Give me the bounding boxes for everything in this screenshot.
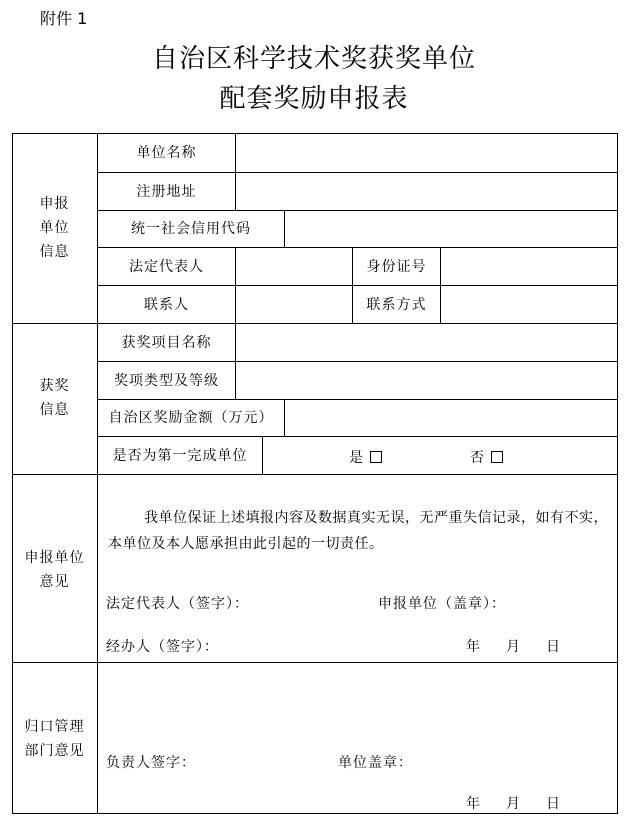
- section-heading-opinion: 申报单位 意见: [24, 550, 85, 590]
- dept-date-day: 日: [546, 796, 561, 812]
- opinion-date-month: 月: [506, 639, 521, 655]
- label-legal-rep: 法定代表人: [129, 258, 204, 275]
- label-unit-name: 单位名称: [136, 145, 197, 161]
- page-title-line1: 自治区科学技术奖获奖单位: [151, 44, 476, 74]
- contact-field[interactable]: [236, 286, 352, 323]
- yes-option[interactable]: [349, 447, 382, 467]
- award-type-field[interactable]: [236, 362, 617, 399]
- section-heading-award: 获奖 信息: [39, 378, 70, 418]
- section-heading-applicant: 申报 单位 信息: [39, 196, 70, 260]
- contact-method-field[interactable]: [441, 286, 617, 323]
- label-contact-method: 联系方式: [366, 296, 427, 313]
- dept-date-year: 年: [466, 796, 481, 812]
- dept-seal-label: 单位盖章：: [338, 755, 413, 771]
- page-title-line2: 配套奖励申报表: [219, 84, 409, 114]
- legal-rep-signature-label: 法定代表人（签字）：: [106, 596, 249, 612]
- table-border: [262, 436, 263, 474]
- label-award-type: 奖项类型及等级: [114, 372, 219, 389]
- credit-code-field[interactable]: [285, 211, 617, 247]
- yes-checkbox[interactable]: [370, 451, 382, 463]
- unit-name-field[interactable]: [236, 134, 617, 172]
- opinion-date-year: 年: [466, 639, 481, 655]
- table-border: [12, 813, 618, 814]
- opinion-date-day: 日: [546, 639, 561, 655]
- id-number-field[interactable]: [441, 248, 617, 285]
- table-border: [12, 662, 618, 663]
- label-award-amount: 自治区奖励金额（万元）: [108, 410, 274, 426]
- label-contact: 联系人: [144, 296, 189, 313]
- no-checkbox[interactable]: [491, 451, 503, 463]
- address-field[interactable]: [236, 173, 617, 210]
- project-name-field[interactable]: [236, 324, 617, 361]
- applicant-seal-label: 申报单位（盖章）：: [378, 596, 506, 612]
- handler-signature-label: 经办人（签字）：: [106, 639, 219, 655]
- table-border: [12, 474, 618, 475]
- dept-date-month: 月: [506, 796, 521, 812]
- responsible-signature-label: 负责人签字：: [106, 755, 196, 771]
- label-project-name: 获奖项目名称: [121, 334, 212, 351]
- attachment-label: 附件 1: [40, 9, 88, 28]
- label-first-unit: 是否为第一完成单位: [112, 447, 248, 464]
- legal-rep-field[interactable]: [236, 248, 352, 285]
- label-id-number: 身份证号: [366, 258, 427, 275]
- section-heading-dept: 归口管理 部门意见: [24, 719, 85, 759]
- yes-label: 是: [349, 450, 364, 466]
- label-credit-code: 统一社会信用代码: [131, 221, 251, 237]
- no-option[interactable]: [470, 447, 503, 467]
- no-label: 否: [470, 450, 485, 466]
- label-address: 注册地址: [136, 183, 197, 200]
- award-amount-field[interactable]: [285, 400, 617, 436]
- declaration-text: 我单位保证上述填报内容及数据真实无误，无严重失信记录，如有不实，本单位及本人愿承担由此引起的一切责任。: [108, 510, 608, 552]
